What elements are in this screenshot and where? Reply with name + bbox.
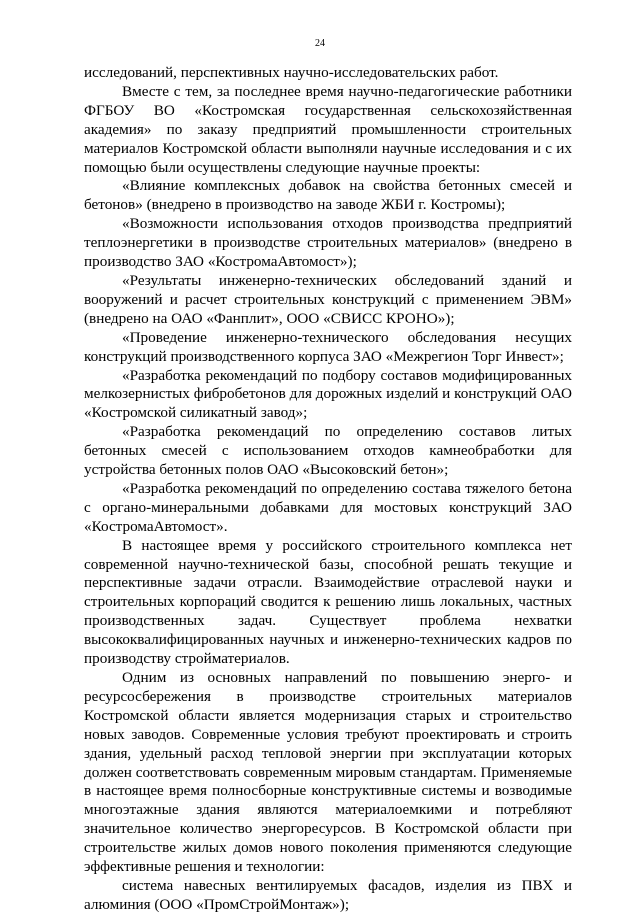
paragraph-intro: Вместе с тем, за последнее время научно-педагогические работники ФГБОУ ВО «Костромская государственная сельскохозяйственная академия» по заказу предприятий промышленности строительных материалов Костромской области выполняли научные исследования и с их помощью были осуществлены следующие научные проекты: — [84, 82, 572, 176]
page-number: 24 — [315, 38, 325, 49]
technology-item: система навесных вентилируемых фасадов, изделия из ПВХ и алюминия (ООО «ПромСтройМонтаж»); — [84, 876, 572, 913]
project-item: «Проведение инженерно-технического обследования несущих конструкций производственного корпуса ЗАО «Межрегион Торг Инвест»; — [84, 328, 572, 365]
paragraph-continuation: исследований, перспективных научно-исследовательских работ. — [84, 64, 499, 81]
project-item: «Разработка рекомендаций по подбору составов модифицированных мелкозернистых фибробетонов для дорожных изделий и конструкций ОАО «Костромской силикатный завод»; — [84, 366, 572, 422]
paragraph-industry-state: В настоящее время у российского строительного комплекса нет современной научно-технической базы, способной решать текущие и перспективные задачи отрасли. Взаимодействие отраслевой науки и строительных корпораций сводится к решению лишь локальных, частных производственных задач. Существует проблема нехватки высококвалифицированных научных и инженерно-технических кадров по производству стройматериалов. — [84, 536, 572, 668]
page-body — [84, 64, 572, 915]
project-item: «Разработка рекомендаций по определению состава тяжелого бетона с органо-минеральными добавками для мостовых конструкций ЗАО «КостромаАвтомост». — [84, 479, 572, 535]
project-item: «Результаты инженерно-технических обследований зданий и вооружений и расчет строительных конструкций с применением ЭВМ» (внедрено на ОАО «Фанплит», ООО «СВИСС КРОНО»); — [84, 271, 572, 327]
project-item: «Разработка рекомендаций по определению составов литых бетонных смесей с использованием отходов камнеобработки для устройства бетонных полов ОАО «Высоковский бетон»; — [84, 423, 572, 479]
paragraph-energy-saving: Одним из основных направлений по повышению энерго- и ресурсосбережения в производстве строительных материалов Костромской области является модернизация старых и строительство новых заводов. Современные условия требуют проектировать и строить здания, удельный расход тепловой энергии при эксплуатации которых должен соответствовать современным мировым стандартам. Применяемые в настоящее время полносборные конструктивные системы и возводимые многоэтажные здания являются материалоемкими и потребляют значительное количество энергоресурсов. В Костромской области при строительстве жилых домов нового поколения применяются следующие эффективные решения и технологии: — [84, 669, 572, 876]
project-item: «Влияние комплексных добавок на свойства бетонных смесей и бетонов» (внедрено в производство на заводе ЖБИ г. Костромы); — [84, 177, 572, 214]
project-item: «Возможности использования отходов производства предприятий теплоэнергетики в производстве строительных материалов» (внедрено в производство ЗАО «КостромаАвтомост»); — [84, 215, 572, 271]
